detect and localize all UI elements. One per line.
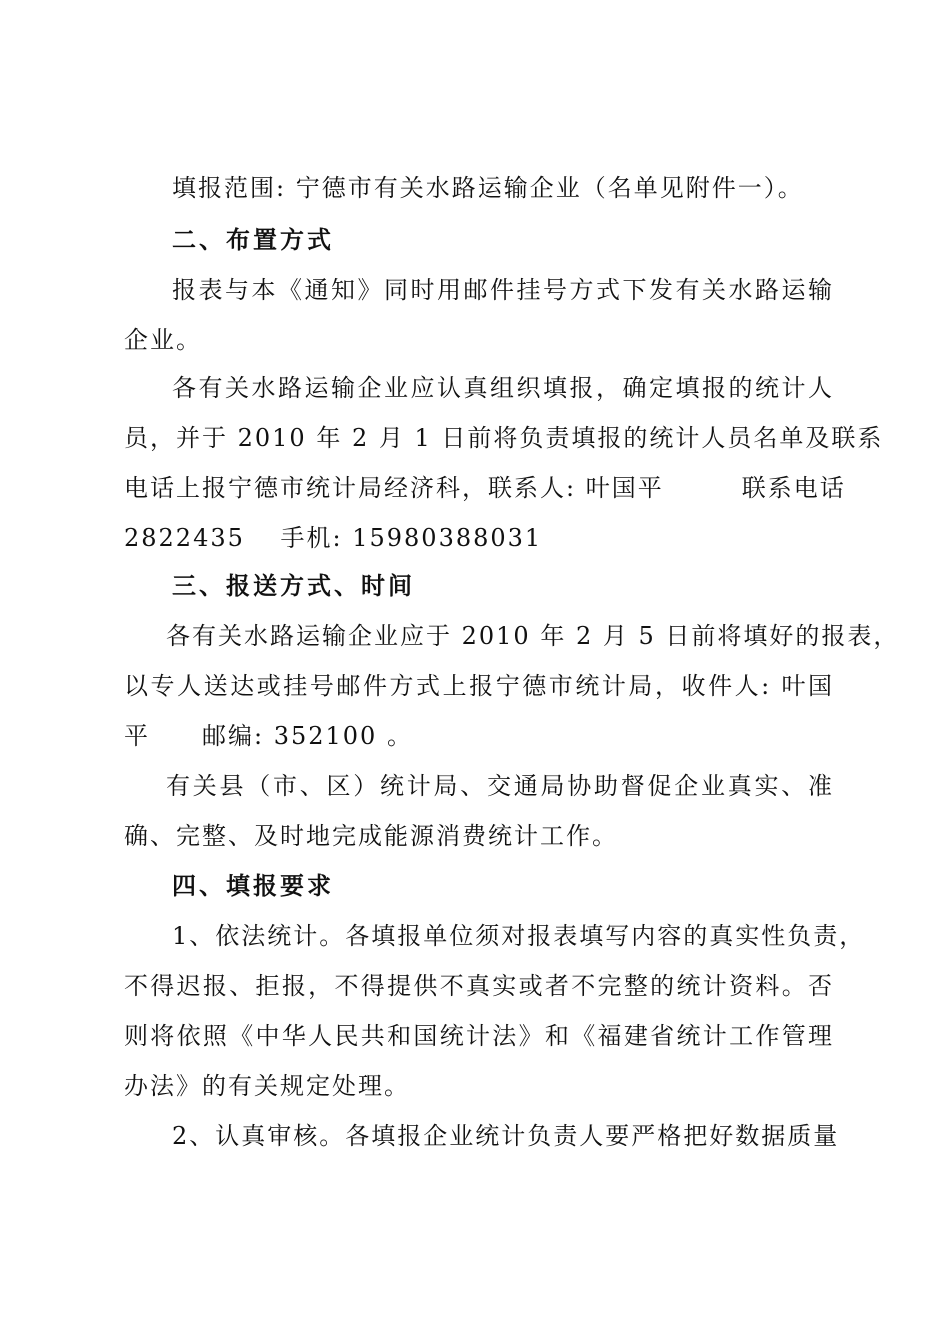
paragraph-line: 则将依照《中华人民共和国统计法》和《福建省统计工作管理 xyxy=(124,1022,834,1050)
paragraph-line: 不得迟报、拒报，不得提供不真实或者不完整的统计资料。否 xyxy=(124,972,834,1000)
paragraph-line: 各有关水路运输企业应于 2010 年 2 月 5 日前将填好的报表， xyxy=(166,622,900,650)
paragraph-line: 电话上报宁德市统计局经济科，联系人: 叶国平 联系电话 xyxy=(124,474,846,502)
paragraph-scope: 填报范围: 宁德市有关水路运输企业（名单见附件一）。 xyxy=(172,174,804,202)
paragraph-line: 以专人送达或挂号邮件方式上报宁德市统计局，收件人: 叶国 xyxy=(124,672,834,700)
paragraph-line: 有关县（市、区）统计局、交通局协助督促企业真实、准 xyxy=(166,772,834,800)
paragraph-line: 企业。 xyxy=(124,326,202,354)
section-heading-4: 四、填报要求 xyxy=(172,872,334,900)
section-heading-3: 三、报送方式、时间 xyxy=(172,572,415,600)
paragraph-line: 办法》的有关规定处理。 xyxy=(124,1072,410,1100)
paragraph-line: 员，并于 2010 年 2 月 1 日前将负责填报的统计人员名单及联系 xyxy=(124,424,884,452)
paragraph-line: 平 邮编: 352100 。 xyxy=(124,722,413,750)
paragraph-line: 报表与本《通知》同时用邮件挂号方式下发有关水路运输 xyxy=(172,276,834,304)
paragraph-line: 1、依法统计。各填报单位须对报表填写内容的真实性负责， xyxy=(172,922,866,950)
paragraph-line: 确、完整、及时地完成能源消费统计工作。 xyxy=(124,822,618,850)
paragraph-line: 2822435 手机: 15980388031 xyxy=(124,524,543,552)
paragraph-line: 2、认真审核。各填报企业统计负责人要严格把好数据质量 xyxy=(172,1122,840,1150)
section-heading-2: 二、布置方式 xyxy=(172,226,334,254)
paragraph-line: 各有关水路运输企业应认真组织填报，确定填报的统计人 xyxy=(172,374,834,402)
